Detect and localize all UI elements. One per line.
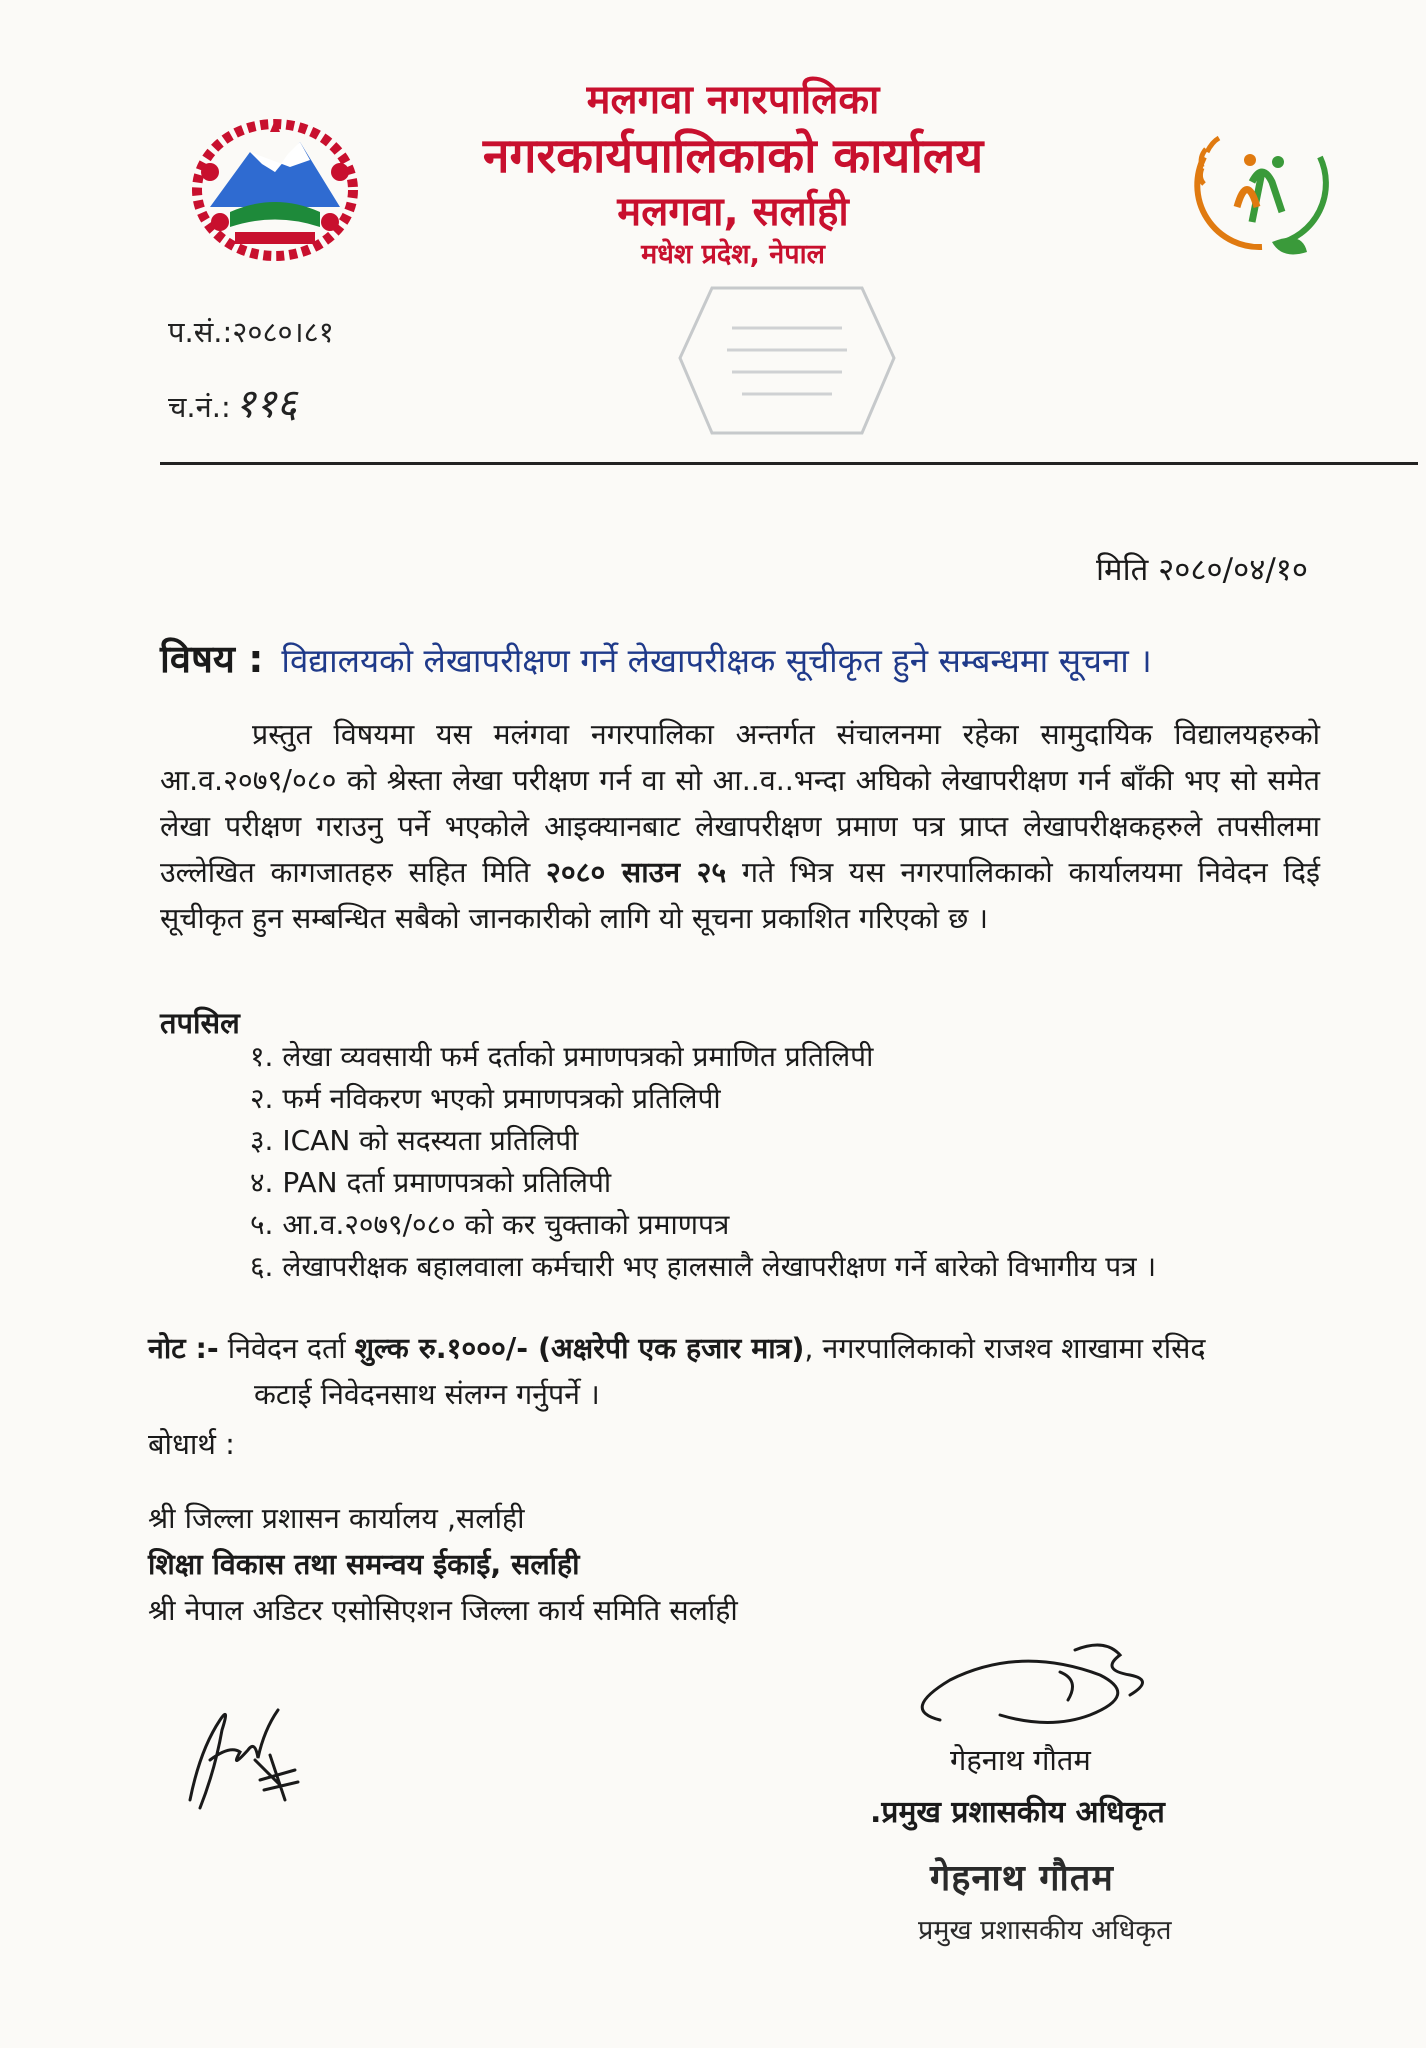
note-text-post: , नगरपालिकाको राजश्व शाखामा रसिद (804, 1332, 1206, 1365)
subject-label: विषय : (160, 637, 264, 681)
note-line2: कटाई निवेदनसाथ संलग्न गर्नुपर्ने । (254, 1378, 600, 1411)
signatory-title: .प्रमुख प्रशासकीय अधिकृत (870, 1795, 1165, 1830)
municipality-name: मलगवा नगरपालिका (586, 77, 880, 123)
body-text-part1: प्रस्तुत विषयमा यस मलंगवा नगरपालिका अन्तर्गत संचालनमा रहेका सामुदायिक विद्यालयहरुको आ.व.२०७९/०८० को श्रेस्ता लेखा परीक्षण गर्न वा सो आ..व..भन्दा अघिको लेखापरीक्षण गर्न बाँकी भए सो समेत लेखा परीक्षण गराउनु पर्ने भएकोले आइक्यानबाट लेखापरीक्षण प्रमाण पत्र प्राप्त लेखापरीक्षकहरुले तपसीलमा उल्लेखित कागजातहरु सहित मिति (160, 718, 1320, 889)
reference-number-value: २०८०।८१ (232, 315, 334, 349)
list-item: शिक्षा विकास तथा समन्वय ईकाई, सर्लाही (148, 1548, 580, 1581)
reference-number-label: प.सं.: (168, 315, 233, 349)
subject-line (160, 632, 1152, 684)
list-item: श्री नेपाल अडिटर एसोसिएशन जिल्ला कार्य समिति सर्लाही (148, 1594, 738, 1627)
list-item: ४. PAN दर्ता प्रमाणपत्रको प्रतिलिपी (250, 1166, 612, 1199)
note-label: नोट :- (148, 1332, 219, 1365)
header-divider (160, 462, 1418, 465)
dispatch-number-value: ११६ (234, 381, 298, 427)
list-item: ६. लेखापरीक्षक बहालवाला कर्मचारी भए हालसालै लेखापरीक्षण गर्ने बारेको विभागीय पत्र । (250, 1250, 1157, 1283)
fee-amount: शुल्क रु.१०००/- (अक्षरेपी एक हजार मात्र) (354, 1332, 805, 1365)
dispatch-number (168, 374, 297, 429)
left-signature (160, 1690, 310, 1820)
body-paragraph (160, 712, 1320, 942)
annex-heading: तपसिल (160, 1006, 240, 1040)
stamp-signatory-title: प्रमुख प्रशासकीय अधिकृत (918, 1915, 1172, 1946)
reference-number (168, 312, 334, 351)
province-country: मधेश प्रदेश, नेपाल (641, 239, 825, 270)
body-text-part2: गते भित्र यस नगरपालिकाको कार्यालयमा निवेदन दिई सूचीकृत हुन सम्बन्धित सबैको जानकारीको लागि यो सूचना प्रकाशित गरिएको छ । (160, 856, 1320, 935)
office-seal-stamp (672, 268, 902, 448)
letter-date: मिति २०८०/०४/१० (1096, 552, 1308, 588)
note-block (148, 1326, 1328, 1418)
list-item: ५. आ.व.२०७९/०८० को कर चुक्ताको प्रमाणपत्र (250, 1208, 730, 1241)
copy-to-heading: बोधार्थ : (148, 1427, 235, 1461)
annex-list (250, 1036, 1156, 1288)
note-text-pre: निवेदन दर्ता (218, 1332, 355, 1365)
officer-signature (880, 1620, 1210, 1750)
office-location: मलगवा, सर्लाही (617, 189, 849, 235)
list-item: श्री जिल्ला प्रशासन कार्यालय ,सर्लाही (148, 1502, 525, 1535)
copy-to-list (148, 1496, 738, 1634)
list-item: १. लेखा व्यवसायी फर्म दर्ताको प्रमाणपत्रको प्रमाणित प्रतिलिपी (250, 1040, 874, 1073)
signatory-name: गेहनाथ गौतम (950, 1743, 1091, 1777)
deadline-date: २०८० साउन २५ (546, 856, 727, 889)
subject-text: विद्यालयको लेखापरीक्षण गर्ने लेखापरीक्षक सूचीकृत हुने सम्बन्धमा सूचना । (281, 641, 1152, 680)
dispatch-number-label: च.नं.: (168, 390, 231, 424)
list-item: ३. ICAN को सदस्यता प्रतिलिपी (250, 1124, 579, 1157)
stamp-signatory-name: गेहनाथ गौतम (930, 1858, 1114, 1899)
list-item: २. फर्म नविकरण भएको प्रमाणपत्रको प्रतिलिपी (250, 1082, 721, 1115)
office-name: नगरकार्यपालिकाको कार्यालय (482, 128, 984, 184)
